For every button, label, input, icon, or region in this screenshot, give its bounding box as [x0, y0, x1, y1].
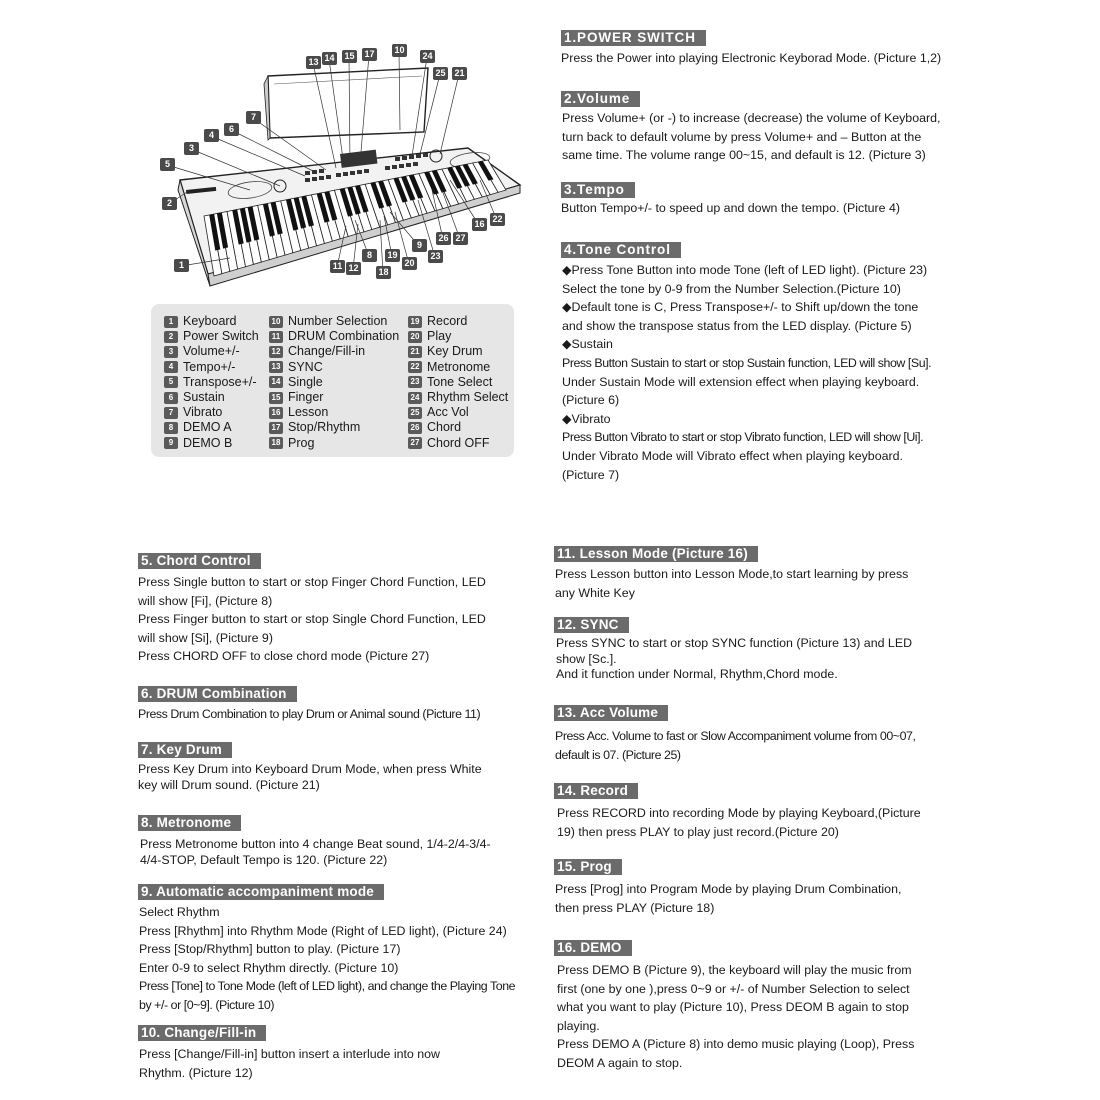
text-line: ◆Vibrato: [562, 411, 611, 426]
section-heading-prog: 15. Prog: [554, 859, 622, 875]
section-heading-lesson-mode: 11. Lesson Mode (Picture 16): [554, 546, 758, 562]
legend-number-badge: 16: [269, 407, 283, 419]
legend-item: [269, 420, 399, 435]
legend-label: Rhythm Select: [427, 389, 509, 404]
callout-leader-line: [440, 74, 459, 154]
legend-label: Key Drum: [427, 344, 483, 359]
panel-button: [305, 171, 310, 175]
section-heading-power-switch: 1.POWER SWITCH: [561, 30, 706, 46]
callout-badge: 10: [392, 44, 407, 57]
section-body-volume: [562, 109, 940, 165]
panel-button: [413, 162, 418, 166]
text-line: ◆Default tone is C, Press Transpose+/- to Shift up/down the tone: [562, 300, 919, 315]
section-heading-chord-control: 5. Chord Control: [138, 553, 261, 569]
callout-badge: 25: [433, 67, 448, 80]
legend-label: Chord OFF: [427, 435, 490, 450]
legend-number-badge: 7: [164, 407, 178, 419]
legend-item: [408, 420, 508, 435]
legend-label: Volume+/-: [183, 344, 240, 359]
section-body-chord-control: [138, 573, 486, 666]
section-body-prog: [555, 880, 901, 917]
legend-label: Tempo+/-: [183, 359, 236, 374]
legend-label: Number Selection: [288, 314, 388, 328]
callout-badge: 20: [402, 257, 417, 270]
legend-label: DRUM Combination: [288, 329, 400, 344]
text-line: And it function under Normal, Rhythm,Chord mode.: [556, 667, 838, 681]
panel-button: [305, 178, 310, 182]
callout-badge: 11: [330, 260, 345, 273]
text-line: Select Rhythm: [139, 905, 220, 919]
text-line: Press Acc. Volume to fast or Slow Accompaniment volume from 00~07,: [555, 729, 916, 743]
legend-item: [408, 436, 508, 451]
panel-button: [343, 172, 348, 176]
panel-button: [357, 170, 362, 174]
legend-number-badge: 3: [164, 346, 178, 358]
legend-number-badge: 13: [269, 361, 283, 373]
legend-number-badge: 11: [269, 331, 283, 343]
section-body-record: [557, 804, 921, 841]
text-line: Rhythm. (Picture 12): [139, 1065, 253, 1080]
legend-item: [408, 375, 508, 390]
legend-number-badge: 4: [164, 361, 178, 373]
section-heading-acc-volume: 13. Acc Volume: [554, 705, 668, 721]
text-line: Press the Power into playing Electronic Keyborad Mode. (Picture 1,2): [561, 51, 942, 65]
text-line: (Picture 6): [562, 393, 620, 408]
keyboard-illustration: [150, 40, 530, 290]
legend-number-badge: 18: [269, 437, 283, 449]
callout-badge: 21: [452, 67, 467, 80]
legend-item: [269, 375, 399, 390]
text-line: turn back to default volume by press Volume+ and – Button at the: [562, 129, 922, 144]
legend-label: Single: [288, 374, 323, 389]
legend-item: [164, 375, 259, 390]
callout-badge: 17: [362, 48, 377, 61]
text-line: Press [Rhythm] into Rhythm Mode (Right of LED light), (Picture 24): [139, 923, 507, 938]
text-line: ◆Sustain: [562, 337, 613, 352]
callout-badge: 18: [376, 266, 391, 279]
callout-badge: 16: [472, 218, 487, 231]
panel-button: [406, 163, 411, 167]
section-body-tempo: [561, 199, 900, 218]
music-stand: [264, 68, 428, 140]
legend-number-badge: 12: [269, 346, 283, 358]
section-heading-demo: 16. DEMO: [554, 940, 632, 956]
panel-button: [392, 165, 397, 169]
callout-badge: 19: [385, 249, 400, 262]
legend-label: DEMO B: [183, 435, 233, 450]
section-body-drum-combination: [138, 705, 480, 724]
legend-number-badge: 6: [164, 392, 178, 404]
legend-number-badge: 19: [408, 316, 422, 328]
legend-item: [164, 436, 259, 451]
section-body-change-fill-in: [139, 1045, 440, 1082]
text-line: Press Lesson button into Lesson Mode,to start learning by press: [555, 567, 909, 581]
text-line: default is 07. (Picture 25): [555, 747, 681, 762]
legend-number-badge: 9: [164, 437, 178, 449]
legend-label: Lesson: [288, 405, 329, 420]
text-line: Select the tone by 0-9 from the Number Selection.(Picture 10): [562, 281, 901, 296]
panel-button: [385, 166, 390, 170]
legend-label: DEMO A: [183, 420, 232, 435]
callout-badge: 26: [436, 232, 451, 245]
text-line: Under Vibrato Mode will Vibrato effect when playing keyboard.: [562, 448, 903, 463]
text-line: Press Key Drum into Keyboard Drum Mode, when press White: [138, 762, 482, 776]
text-line: Enter 0-9 to select Rhythm directly. (Picture 10): [139, 960, 399, 975]
panel-button: [350, 171, 355, 175]
callout-badge: 4: [204, 129, 219, 142]
callout-badge: 27: [453, 232, 468, 245]
panel-button: [399, 164, 404, 168]
text-line: key will Drum sound. (Picture 21): [138, 778, 320, 792]
legend-item: [408, 329, 508, 344]
panel-button: [423, 153, 428, 157]
legend-number-badge: 5: [164, 376, 178, 388]
legend-label: Tone Select: [427, 374, 493, 389]
legend-item: [164, 360, 259, 375]
section-heading-sync: 12. SYNC: [554, 617, 629, 633]
text-line: (Picture 7): [562, 467, 620, 482]
legend-label: Acc Vol: [427, 405, 469, 420]
legend-label: Prog: [288, 435, 315, 450]
parts-legend: [151, 304, 514, 457]
legend-item: [408, 360, 508, 375]
panel-button: [416, 154, 421, 158]
legend-item: [408, 390, 508, 405]
legend-item: [269, 436, 399, 451]
text-line: by +/- or [0~9]. (Picture 10): [139, 997, 275, 1012]
text-line: Press DEMO A (Picture 8) into demo music playing (Loop), Press: [557, 1037, 915, 1052]
text-line: Press Volume+ (or -) to increase (decrease) the volume of Keyboard,: [562, 111, 941, 125]
callout-badge: 24: [420, 50, 435, 63]
legend-label: Power Switch: [183, 329, 259, 344]
legend-label: Finger: [288, 389, 324, 404]
section-heading-metronome: 8. Metronome: [138, 815, 241, 831]
section-heading-change-fill-in: 10. Change/Fill-in: [138, 1025, 266, 1041]
section-heading-drum-combination: 6. DRUM Combination: [138, 686, 297, 702]
panel-button: [364, 169, 369, 173]
text-line: will show [Fi], (Picture 8): [138, 593, 273, 608]
text-line: Press [Change/Fill-in] button insert a interlude into now: [139, 1047, 440, 1061]
legend-label: SYNC: [288, 359, 323, 374]
legend-item: [164, 405, 259, 420]
callout-badge: 3: [184, 142, 199, 155]
text-line: Press SYNC to start or stop SYNC function (Picture 13) and LED: [556, 636, 913, 650]
panel-button: [336, 173, 341, 177]
legend-item: [408, 344, 508, 359]
callout-badge: 6: [224, 123, 239, 136]
text-line: playing.: [557, 1018, 600, 1033]
callout-badge: 12: [346, 262, 361, 275]
legend-item: [408, 314, 508, 329]
legend-label: Change/Fill-in: [288, 344, 366, 359]
legend-number-badge: 21: [408, 346, 422, 358]
legend-number-badge: 10: [269, 316, 283, 328]
text-line: Press [Stop/Rhythm] button to play. (Picture 17): [139, 942, 401, 957]
legend-item: [269, 390, 399, 405]
text-line: Press Button Sustain to start or stop Sustain function, LED will show [Su].: [562, 355, 932, 370]
text-line: first (one by one ),press 0~9 or +/- of Number Selection to select: [557, 981, 910, 996]
text-line: 4/4-STOP, Default Tempo is 120. (Picture 22): [140, 853, 388, 867]
panel-button: [312, 177, 317, 181]
callout-badge: 9: [412, 239, 427, 252]
legend-label: Sustain: [183, 389, 225, 404]
panel-button: [409, 155, 414, 159]
section-body-acc-volume: [555, 727, 915, 764]
text-line: DEOM A again to stop.: [557, 1055, 683, 1070]
legend-number-badge: 8: [164, 422, 178, 434]
legend-item: [164, 344, 259, 359]
section-heading-record: 14. Record: [554, 783, 638, 799]
text-line: then press PLAY (Picture 18): [555, 900, 715, 915]
legend-column-2: [269, 314, 399, 451]
legend-item: [164, 390, 259, 405]
keyboard-diagram: [150, 40, 530, 290]
legend-label: Vibrato: [183, 405, 223, 420]
section-heading-volume: 2.Volume: [561, 91, 640, 107]
text-line: Press Drum Combination to play Drum or Animal sound (Picture 11): [138, 707, 481, 721]
text-line: Under Sustain Mode will extension effect when playing keyboard.: [562, 374, 920, 389]
section-heading-tempo: 3.Tempo: [561, 182, 635, 198]
legend-number-badge: 24: [408, 392, 422, 404]
text-line: Press CHORD OFF to close chord mode (Picture 27): [138, 649, 430, 664]
section-body-power-switch: [561, 49, 941, 68]
callout-badge: 15: [342, 50, 357, 63]
legend-label: Play: [427, 329, 452, 344]
text-line: and show the transpose status from the LED display. (Picture 5): [562, 318, 912, 333]
section-body-sync: [556, 636, 912, 683]
callout-badge: 2: [162, 197, 177, 210]
section-body-lesson-mode: [555, 565, 908, 602]
legend-label: Record: [427, 314, 468, 328]
callout-leader-line: [211, 136, 305, 176]
legend-number-badge: 20: [408, 331, 422, 343]
panel-button: [326, 175, 331, 179]
legend-item: [164, 420, 259, 435]
text-line: Button Tempo+/- to speed up and down the tempo. (Picture 4): [561, 201, 900, 215]
legend-item: [269, 405, 399, 420]
text-line: same time. The volume range 00~15, and default is 12. (Picture 3): [562, 148, 926, 163]
legend-number-badge: 15: [269, 392, 283, 404]
panel-button: [395, 157, 400, 161]
section-heading-automatic-accompaniment: 9. Automatic accompaniment mode: [138, 884, 384, 900]
legend-item: [269, 329, 399, 344]
legend-label: Chord: [427, 420, 462, 435]
legend-number-badge: 23: [408, 376, 422, 388]
legend-item: [269, 360, 399, 375]
legend-number-badge: 26: [408, 422, 422, 434]
section-heading-key-drum: 7. Key Drum: [138, 742, 232, 758]
legend-label: Metronome: [427, 359, 491, 374]
text-line: what you want to play (Picture 10), Press DEOM B again to stop: [557, 1000, 909, 1015]
callout-badge: 5: [160, 158, 175, 171]
section-body-key-drum: [138, 761, 482, 793]
legend-number-badge: 17: [269, 422, 283, 434]
legend-column-1: [164, 314, 259, 451]
section-body-metronome: [140, 836, 491, 868]
panel-button: [319, 169, 324, 173]
callout-badge: 14: [322, 52, 337, 65]
legend-item: [269, 314, 399, 329]
legend-item: [408, 405, 508, 420]
legend-number-badge: 2: [164, 331, 178, 343]
legend-number-badge: 25: [408, 407, 422, 419]
panel-button: [402, 156, 407, 160]
text-line: Press Single button to start or stop Finger Chord Function, LED: [138, 575, 486, 589]
section-body-tone-control: [562, 261, 931, 484]
text-line: Press RECORD into recording Mode by playing Keyboard,(Picture: [557, 806, 921, 820]
section-heading-tone-control: 4.Tone Control: [561, 242, 681, 258]
panel-button: [319, 176, 324, 180]
legend-label: Keyboard: [183, 314, 237, 328]
callout-badge: 23: [428, 250, 443, 263]
text-line: will show [Si], (Picture 9): [138, 630, 273, 645]
text-line: Press Button Vibrato to start or stop Vibrato function, LED will show [Ui].: [562, 430, 924, 445]
callout-badge: 8: [362, 249, 377, 262]
text-line: Press [Prog] into Program Mode by playing Drum Combination,: [555, 882, 902, 896]
section-body-demo: [557, 961, 914, 1073]
text-line: 19) then press PLAY to play just record.(Picture 20): [557, 824, 839, 839]
text-line: Press Finger button to start or stop Single Chord Function, LED: [138, 612, 486, 627]
callout-badge: 13: [306, 56, 321, 69]
text-line: Press DEMO B (Picture 9), the keyboard will play the music from: [557, 963, 912, 977]
legend-label: Transpose+/-: [183, 374, 257, 389]
callout-badge: 7: [246, 111, 261, 124]
text-line: any White Key: [555, 585, 635, 600]
callout-badge: 22: [490, 213, 505, 226]
legend-number-badge: 1: [164, 316, 178, 328]
legend-number-badge: 22: [408, 361, 422, 373]
legend-item: [164, 314, 259, 329]
text-line: Press Metronome button into 4 change Beat sound, 1/4-2/4-3/4-: [140, 837, 491, 851]
section-body-automatic-accompaniment: [139, 903, 515, 1015]
legend-label: Stop/Rhythm: [288, 420, 361, 435]
text-line: show [Sc.].: [556, 651, 617, 666]
legend-item: [164, 329, 259, 344]
text-line: ◆Press Tone Button into mode Tone (left of LED light). (Picture 23): [562, 263, 928, 277]
legend-number-badge: 14: [269, 376, 283, 388]
text-line: Press [Tone] to Tone Mode (left of LED light), and change the Playing Tone: [139, 979, 516, 994]
legend-column-3: [408, 314, 508, 451]
legend-item: [269, 344, 399, 359]
callout-badge: 1: [174, 259, 189, 272]
legend-number-badge: 27: [408, 437, 422, 449]
